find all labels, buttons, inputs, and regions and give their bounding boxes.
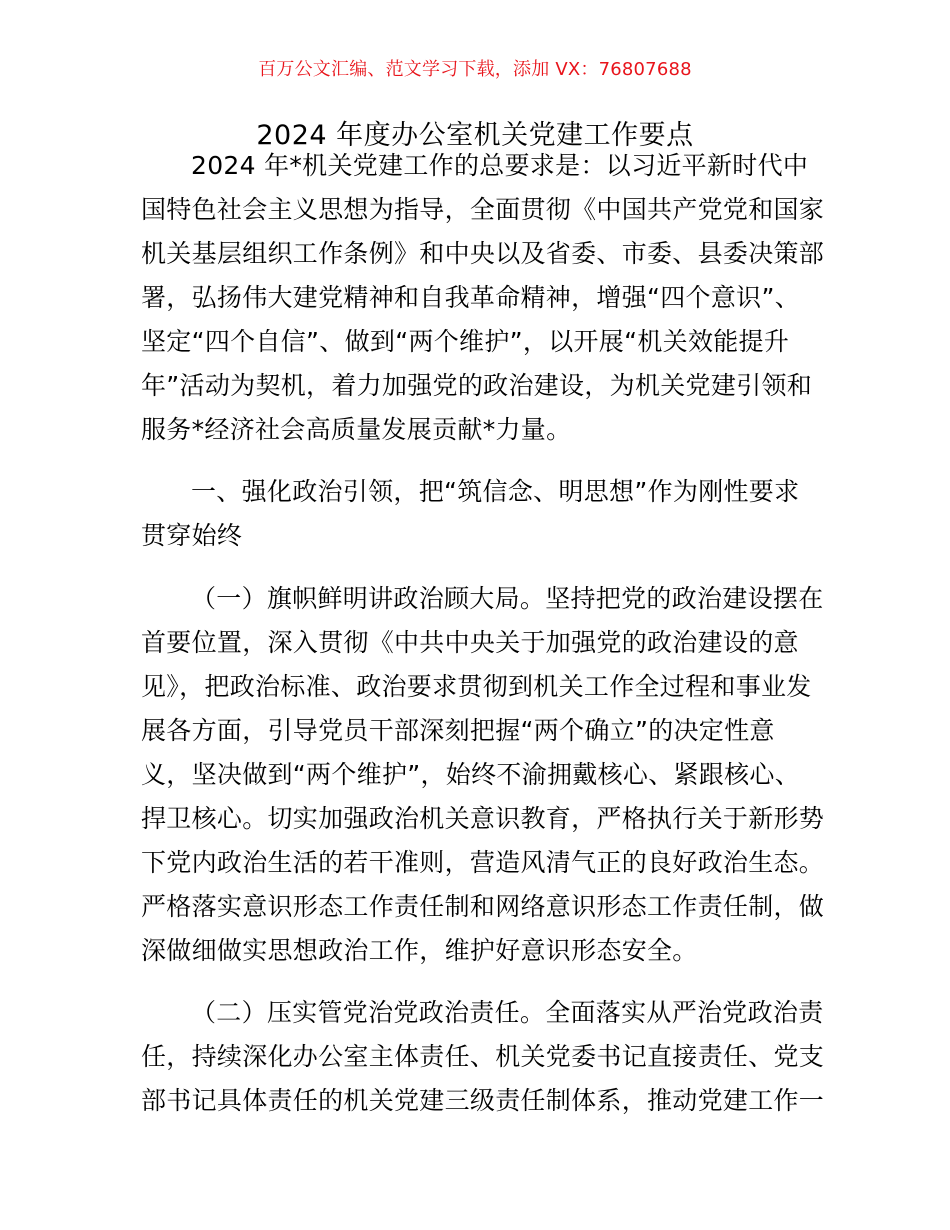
text-line: 署，弘扬伟大建党精神和自我革命精神，增强“四个意识”、	[141, 283, 801, 312]
text-line: 国特色社会主义思想为指导，全面贯彻《中国共产党党和国家	[141, 195, 825, 224]
watermark-banner: 百万公文汇编、范文学习下载，添加 VX：76807688	[258, 59, 692, 80]
text-line: 坚定“四个自信”、做到“两个维护”，以开展“机关效能提升	[141, 327, 790, 356]
text-line: 2024 年*机关党建工作的总要求是：以习近平新时代中	[191, 151, 809, 180]
text-line: 年”活动为契机，着力加强党的政治建设，为机关党建引领和	[141, 371, 813, 400]
text-line: 机关基层组织工作条例》和中央以及省委、市委、县委决策部	[141, 239, 825, 268]
text-line: 见》，把政治标准、政治要求贯彻到机关工作全过程和事业发	[141, 672, 812, 701]
text-line: （一）旗帜鲜明讲政治顾大局。坚持把党的政治建设摆在	[191, 584, 824, 613]
text-line: 任，持续深化办公室主体责任、机关党委书记直接责任、党支	[141, 1042, 825, 1071]
document-title: 2024 年度办公室机关党建工作要点	[256, 120, 694, 151]
text-line: 严格落实意识形态工作责任制和网络意识形态工作责任制，做	[141, 892, 825, 921]
text-line: 深做细做实思想政治工作，维护好意识形态安全。	[141, 936, 698, 965]
text-line: 下党内政治生活的若干准则，营造风清气正的良好政治生态。	[141, 848, 825, 877]
text-line: 展各方面，引导党员干部深刻把握“两个确立”的决定性意	[141, 716, 775, 745]
text-line: 捍卫核心。切实加强政治机关意识教育，严格执行关于新形势	[141, 804, 825, 833]
text-line: 义，坚决做到“两个维护”，始终不渝拥戴核心、紧跟核心、	[141, 760, 801, 789]
text-line: 服务*经济社会高质量发展贡献*力量。	[141, 415, 572, 444]
text-line: 贯穿始终	[141, 521, 243, 550]
text-line: 首要位置，深入贯彻《中共中央关于加强党的政治建设的意	[141, 628, 799, 657]
text-line: （二）压实管党治党政治责任。全面落实从严治党政治责	[191, 998, 824, 1027]
text-line: 一、强化政治引领，把“筑信念、明思想”作为刚性要求	[191, 477, 800, 506]
text-line: 部书记具体责任的机关党建三级责任制体系，推动党建工作一	[141, 1086, 825, 1115]
